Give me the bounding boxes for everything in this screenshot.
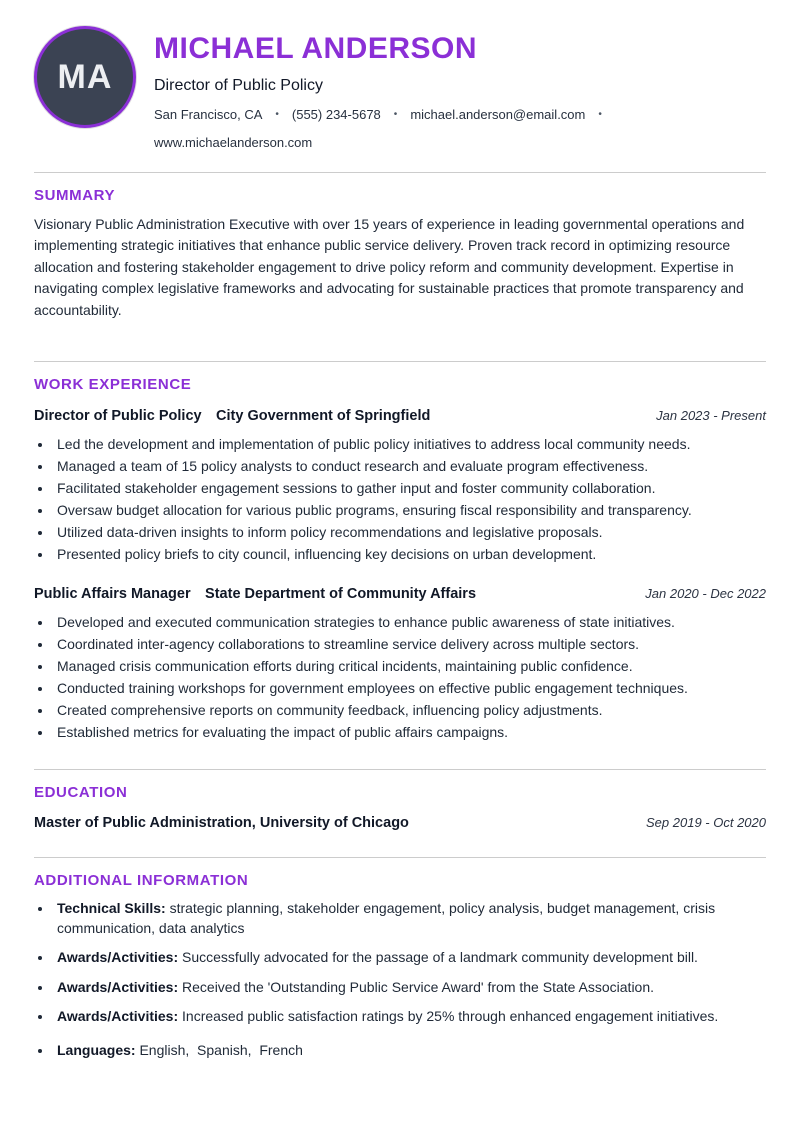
degree-text: Master of Public Administration, University of Chicago xyxy=(34,815,409,831)
additional-item-text: strategic planning, stakeholder engagement, policy analysis, budget management, crisis communication, data analytics xyxy=(57,900,719,936)
candidate-name: MICHAEL ANDERSON xyxy=(154,32,478,65)
job-bullet: • Facilitated stakeholder engagement sessions to gather input and foster community collaboration. xyxy=(53,477,766,499)
job-title-line xyxy=(34,585,476,603)
phone-text: (555) 234-5678 xyxy=(291,106,381,122)
job-bullet: • Created comprehensive reports on community feedback, influencing policy adjustments. xyxy=(53,699,766,721)
avatar xyxy=(34,26,136,128)
education-entry xyxy=(34,815,766,831)
job-bullets xyxy=(34,611,766,743)
education-heading: EDUCATION xyxy=(34,784,128,801)
avatar-initials: MA xyxy=(57,57,113,96)
additional-item xyxy=(53,948,766,968)
contact-row xyxy=(154,107,766,150)
candidate-title: Director of Public Policy xyxy=(154,76,323,94)
job-entry xyxy=(34,407,766,565)
job-title: Public Affairs Manager xyxy=(34,586,191,602)
additional-information-section xyxy=(34,858,766,1086)
additional-information-heading: ADDITIONAL INFORMATION xyxy=(34,872,249,889)
additional-item-label: Technical Skills: xyxy=(57,900,166,916)
location-text: San Francisco, CA xyxy=(154,106,263,122)
job-bullet: • Utilized data-driven insights to inform policy recommendations and legislative proposals. xyxy=(53,521,766,543)
header-info xyxy=(154,26,766,150)
additional-item-text: Received the 'Outstanding Public Service Award' from the State Association. xyxy=(182,978,655,995)
job-title: Director of Public Policy xyxy=(34,408,202,424)
additional-item xyxy=(53,899,766,938)
job-header xyxy=(34,585,766,603)
job-title-line xyxy=(34,407,430,425)
contact-separator: • xyxy=(275,108,279,120)
job-bullet: • Conducted training workshops for government employees on effective public engagement techniques. xyxy=(53,677,766,699)
job-bullets xyxy=(34,433,766,565)
email-text: michael.anderson@email.com xyxy=(410,106,586,122)
job-dates: Jan 2023 - Present xyxy=(656,408,766,423)
job-bullet: • Established metrics for evaluating the impact of public affairs campaigns. xyxy=(53,721,766,743)
job-bullet: • Developed and executed communication strategies to enhance public awareness of state initiatives. xyxy=(53,611,766,633)
work-experience-heading: WORK EXPERIENCE xyxy=(34,376,192,393)
additional-item-text: Increased public satisfaction ratings by 25% through enhanced engagement initiatives. xyxy=(182,1008,719,1024)
job-company: State Department of Community Affairs xyxy=(205,586,477,602)
contact-separator: • xyxy=(598,108,602,120)
job-header xyxy=(34,407,766,425)
education-section xyxy=(34,770,766,857)
work-experience-section xyxy=(34,362,766,769)
job-bullet: • Oversaw budget allocation for various public programs, ensuring fiscal responsibility and transparency. xyxy=(53,499,766,521)
additional-item xyxy=(53,1041,766,1061)
additional-item xyxy=(53,978,766,998)
additional-item-text: English, Spanish, French xyxy=(139,1041,303,1058)
resume-header xyxy=(34,26,766,172)
job-company: City Government of Springfield xyxy=(216,408,431,424)
summary-section xyxy=(34,173,766,362)
job-bullet: • Managed a team of 15 policy analysts to conduct research and evaluate program effectiveness. xyxy=(53,455,766,477)
job-entry xyxy=(34,585,766,743)
job-bullet: • Led the development and implementation of public policy initiatives to address local community needs. xyxy=(53,433,766,455)
job-bullet: • Managed crisis communication efforts during critical incidents, maintaining public confidence. xyxy=(53,655,766,677)
summary-text: Visionary Public Administration Executive with over 15 years of experience in leading governmental operations and implementing strategic initiatives that enhance public service delivery. Proven track record in optimizing resource allocation and fostering stakeholder engagement to drive policy reform and community development. Expertise in navigating complex legislative frameworks and advocating for sustainable practices that promote transparency and accountability. xyxy=(34,215,745,318)
job-bullet: • Coordinated inter-agency collaborations to streamline service delivery across multiple sectors. xyxy=(53,633,766,655)
additional-item-text: Successfully advocated for the passage of a landmark community development bill. xyxy=(182,949,698,965)
job-dates: Jan 2020 - Dec 2022 xyxy=(645,586,766,601)
additional-item xyxy=(53,1007,766,1027)
contact-separator: • xyxy=(393,108,398,120)
additional-item-label: Awards/Activities: xyxy=(57,949,179,965)
additional-item-label: Languages: xyxy=(57,1041,136,1058)
additional-list xyxy=(34,899,766,1060)
summary-heading: SUMMARY xyxy=(34,186,116,204)
education-dates: Sep 2019 - Oct 2020 xyxy=(646,815,766,830)
additional-item-label: Awards/Activities: xyxy=(57,1008,179,1024)
additional-item-label: Awards/Activities: xyxy=(57,978,179,995)
website-text: www.michaelanderson.com xyxy=(154,134,313,150)
job-bullet: • Presented policy briefs to city council, influencing key decisions on urban development. xyxy=(53,543,766,565)
